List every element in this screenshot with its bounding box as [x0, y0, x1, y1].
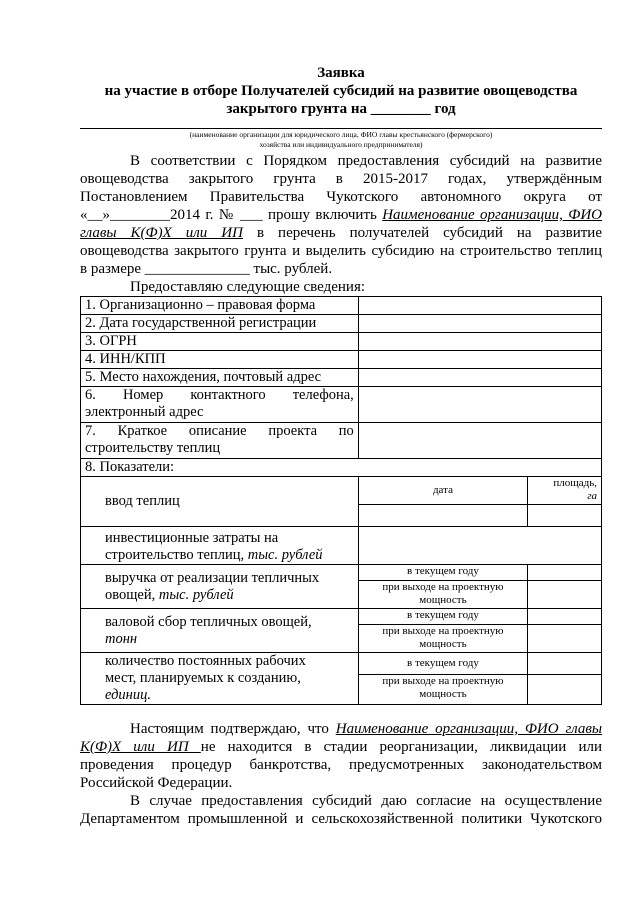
table-row: [81, 315, 602, 333]
intro-line-8: Предоставляю следующие сведения:: [130, 279, 366, 295]
value-cell[interactable]: [528, 565, 602, 581]
gross-harvest-label: валовой сбор тепличных овощей, тонн: [81, 609, 359, 653]
investment-label: инвестиционные затраты на строительство теплиц, тыс. рублей: [81, 527, 359, 565]
value-cell[interactable]: [358, 333, 601, 351]
value-cell[interactable]: [358, 387, 601, 423]
intro-line-2: овощеводства закрытого грунта в 2015-2017 годах, утверждённым: [80, 171, 602, 187]
consent-line-2: Департаментом промышленной и сельскохозяйственной политики Чукотского: [80, 811, 602, 827]
greenhouse-input-label: ввод теплиц: [81, 477, 359, 527]
doc-title: Заявка: [317, 65, 365, 81]
confirm-line-2: не находится в стадии реорганизации, ликвидации или: [200, 739, 603, 755]
date-column-header: дата: [358, 477, 527, 505]
table-row: [81, 459, 602, 477]
row-label: 2. Дата государственной регистрации: [81, 315, 359, 333]
design-capacity-label: при выходе на проектную мощность: [358, 675, 527, 705]
intro-line-7: в размере ______________ тыс. рублей.: [80, 261, 333, 277]
value-cell[interactable]: [358, 527, 601, 565]
intro-line-6: овощеводства закрытого грунта и выделить субсидию на строительство теплиц: [80, 243, 602, 259]
head-name-placeholder: К(Ф)Х или ИП: [80, 739, 201, 755]
info-table: [80, 296, 602, 705]
confirm-line-1: Настоящим подтверждаю, что: [130, 721, 336, 737]
table-row: [81, 333, 602, 351]
table-row: [81, 653, 602, 675]
consent-line-1: В случае предоставления субсидий даю согласие на осуществление: [130, 793, 602, 809]
table-row: [81, 387, 602, 423]
date-value-cell[interactable]: [358, 505, 527, 527]
current-year-label: в текущем году: [358, 609, 527, 625]
table-row: [81, 351, 602, 369]
name-caption-2: хозяйства или индивидуального предпринимателя): [259, 140, 423, 149]
table-row: [81, 477, 602, 505]
org-name-placeholder: Наименование организации, ФИО: [382, 207, 603, 223]
value-cell[interactable]: [358, 351, 601, 369]
intro-line-4: «__»________2014 г. № ___ прошу включить: [80, 207, 383, 223]
doc-title-line3: закрытого грунта на ________ год: [226, 101, 456, 117]
area-column-header: площадь, га: [528, 477, 602, 505]
row-label: 7. Краткое описание проекта по строительству теплиц: [81, 423, 359, 459]
org-name-placeholder: Наименование организации, ФИО главы: [335, 721, 603, 737]
design-capacity-label: при выходе на проектную мощность: [358, 625, 527, 653]
value-cell[interactable]: [528, 653, 602, 675]
value-cell[interactable]: [358, 423, 601, 459]
table-row: [81, 423, 602, 459]
intro-line-5: в перечень получателей субсидий на развитие: [242, 225, 602, 241]
value-cell[interactable]: [528, 625, 602, 653]
confirmation-paragraph: [80, 720, 602, 828]
name-caption-1: (наименование организации для юридического лица, ФИО главы крестьянского (фермерского): [189, 130, 493, 139]
area-value-cell[interactable]: [528, 505, 602, 527]
intro-paragraph: [80, 152, 602, 296]
intro-line-1: В соответствии с Порядком предоставления субсидий на развитие: [130, 153, 602, 169]
jobs-label: количество постоянных рабочих мест, планируемых к созданию, единиц.: [81, 653, 359, 705]
row-label: 5. Место нахождения, почтовый адрес: [81, 369, 359, 387]
row-label: 1. Организационно – правовая форма: [81, 297, 359, 315]
doc-title-line2: на участие в отборе Получателей субсидий на развитие овощеводства: [104, 83, 578, 99]
value-cell[interactable]: [358, 315, 601, 333]
row-label: 6. Номер контактного телефона, электронный адрес: [81, 387, 359, 423]
current-year-label: в текущем году: [358, 653, 527, 675]
table-row: [81, 565, 602, 581]
table-row: [81, 369, 602, 387]
confirm-line-4: Российской Федерации.: [80, 775, 233, 791]
row-label: 3. ОГРН: [81, 333, 359, 351]
design-capacity-label: при выходе на проектную мощность: [358, 581, 527, 609]
value-cell[interactable]: [528, 675, 602, 705]
value-cell[interactable]: [528, 581, 602, 609]
row-label: 4. ИНН/КПП: [81, 351, 359, 369]
head-name-placeholder: главы К(Ф)Х или ИП: [80, 225, 243, 241]
value-cell[interactable]: [358, 297, 601, 315]
revenue-label: выручка от реализации тепличных овощей, тыс. рублей: [81, 565, 359, 609]
table-row: [81, 297, 602, 315]
table-row: [81, 609, 602, 625]
indicators-header: 8. Показатели:: [81, 459, 602, 477]
intro-line-3: Постановлением Правительства Чукотского автономного округа от: [80, 189, 602, 205]
value-cell[interactable]: [358, 369, 601, 387]
value-cell[interactable]: [528, 609, 602, 625]
confirm-line-3: проведения процедур банкротства, предусмотренных законодательством: [80, 757, 602, 773]
current-year-label: в текущем году: [358, 565, 527, 581]
table-row: [81, 527, 602, 565]
